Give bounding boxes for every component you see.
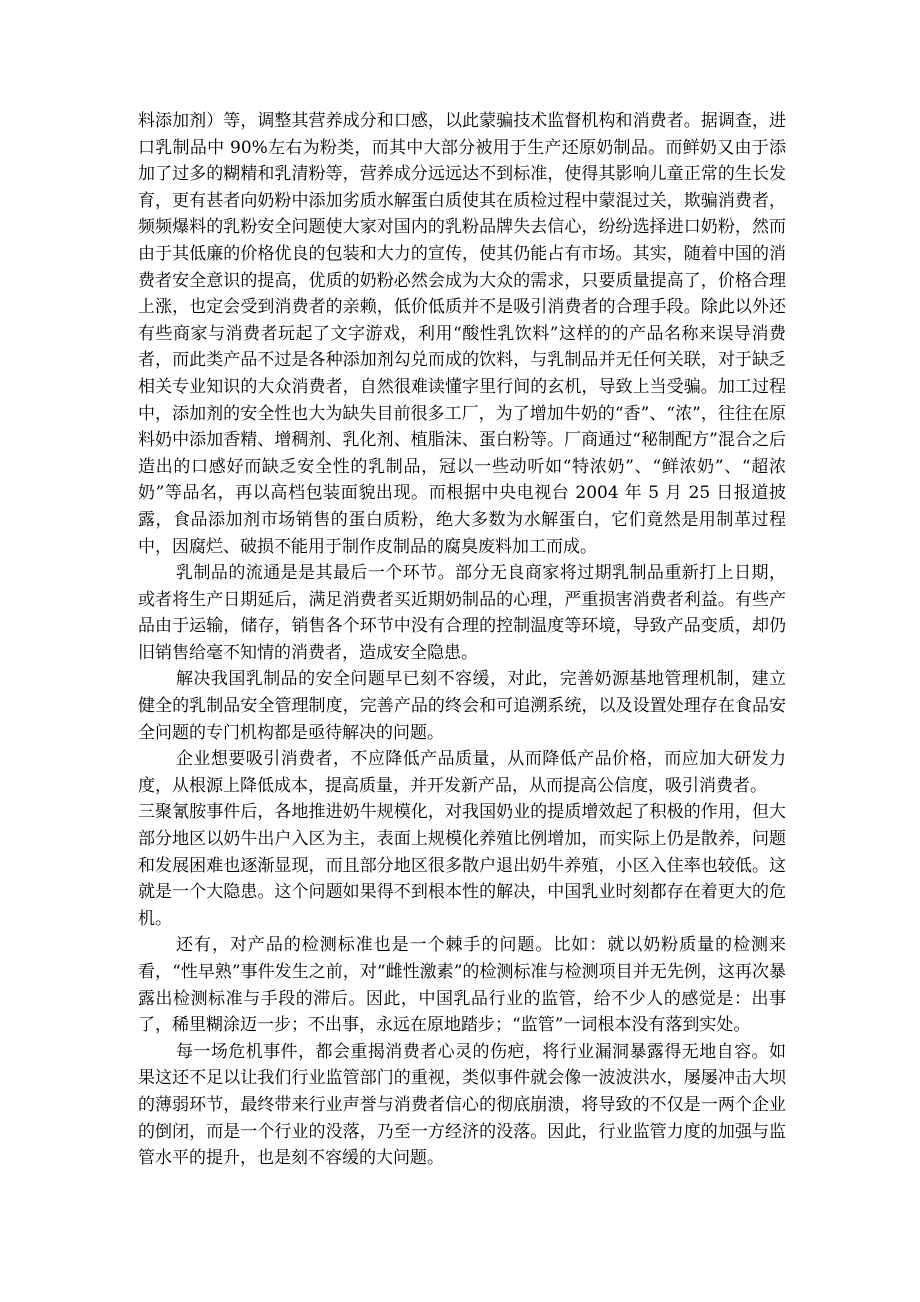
paragraph-2: 乳制品的流通是是其最后一个环节。部分无良商家将过期乳制品重新打上日期，或者将生产日期延后，满足消费者买近期奶制品的心理，严重损害消费者利益。有些产品由于运输，储存，销售各个环节中没有合理的控制温度等环境，导致产品变质，却仍旧销售给毫不知情的消费者，造成安全隐患。 (138, 563, 786, 663)
paragraph-6: 还有，对产品的检测标准也是一个棘手的问题。比如：就以奶粉质量的检测来看，“性早熟”事件发生之前，对“雌性激素”的检测标准与检测项目并无先例，这再次暴露出检测标准与手段的滞后。因此，中国乳品行业的监管，给不少人的感觉是：出事了，稀里糊涂迈一步；不出事，永远在原地踏步；“监管”一词根本没有落到实处。 (138, 935, 786, 1036)
paragraph-7: 每一场危机事件，都会重揭消费者心灵的伤疤，将行业漏洞暴露得无地自容。如果这还不足以让我们行业监管部门的重视，类似事件就会像一波波洪水，屡屡冲击大坝的薄弱环节，最终带来行业声誉与消费者信心的彻底崩溃，将导致的不仅是一两个企业的倒闭，而是一个行业的没落，乃至一方经济的没落。因此，行业监管力度的加强与监管水平的提升，也是刻不容缓的大问题。 (138, 1041, 786, 1169)
paragraph-1: 料添加剂）等，调整其营养成分和口感，以此蒙骗技术监督机构和消费者。据调查，进口乳制品中 90%左右为粉类，而其中大部分被用于生产还原奶制品。而鲜奶又由于添加了过多的糊精和乳清粉等，营养成分远远达不到标准，使得其影响儿童正常的生长发育，更有甚者向奶粉中添加劣质水解蛋白质使其在质检过程中蒙混过关，欺骗消费者，频频爆料的乳粉安全问题使大家对国内的乳粉品牌失去信心，纷纷选择进口奶粉，然而由于其低廉的价格优良的包装和大力的宣传，使其仍能占有市场。其实，随着中国的消费者安全意识的提高，优质的奶粉必然会成为大众的需求，只要质量提高了，价格合理上涨，也定会受到消费者的亲赖，低价低质并不是吸引消费者的合理手段。除此以外还有些商家与消费者玩起了文字游戏，利用“酸性乳饮料”这样的的产品名称来误导消费者，而此类产品不过是各种添加剂勾兑而成的饮料，与乳制品并无任何关联，对于缺乏相关专业知识的大众消费者，自然很难读懂字里行间的玄机，导致上当受骗。加工过程中，添加剂的安全性也大为缺失目前很多工厂，为了增加牛奶的“香”、“浓”，往往在原料奶中添加香精、增稠剂、乳化剂、植脂沫、蛋白粉等。厂商通过“秘制配方”混合之后造出的口感好而缺乏安全性的乳制品，冠以一些动听如“特浓奶”、“鲜浓奶”、“超浓奶”等品名，再以高档包装面貌出现。而根据中央电视台 2004 年 5 月 25 日报道披露，食品添加剂市场销售的蛋白质粉，绝大多数为水解蛋白，它们竟然是用制革过程中，因腐烂、破损不能用于制作皮制品的腐臭废料加工而成。 (138, 111, 786, 557)
paragraph-5: 三聚氰胺事件后，各地推进奶牛规模化，对我国奶业的提质增效起了积极的作用，但大部分地区以奶牛出户入区为主，表面上规模化养殖比例增加，而实际上仍是散养，问题和发展困难也逐渐显现，而且部分地区很多散户退出奶牛养殖，小区入住率也较低。这就是一个大隐患。这个问题如果得不到根本性的解决，中国乳业时刻都存在着更大的危机。 (138, 802, 786, 929)
paragraph-3: 解决我国乳制品的安全问题早已刻不容缓，对此，完善奶源基地管理机制，建立健全的乳制品安全管理制度，完善产品的终会和可追溯系统，以及设置处理存在食品安全问题的专门机构都是亟待解决的问题。 (138, 669, 786, 743)
document-body (138, 108, 786, 1172)
paragraph-4: 企业想要吸引消费者，不应降低产品质量，从而降低产品价格，而应加大研发力度，从根源上降低成本，提高质量，并开发新产品，从而提高公信度，吸引消费者。 (138, 749, 786, 796)
